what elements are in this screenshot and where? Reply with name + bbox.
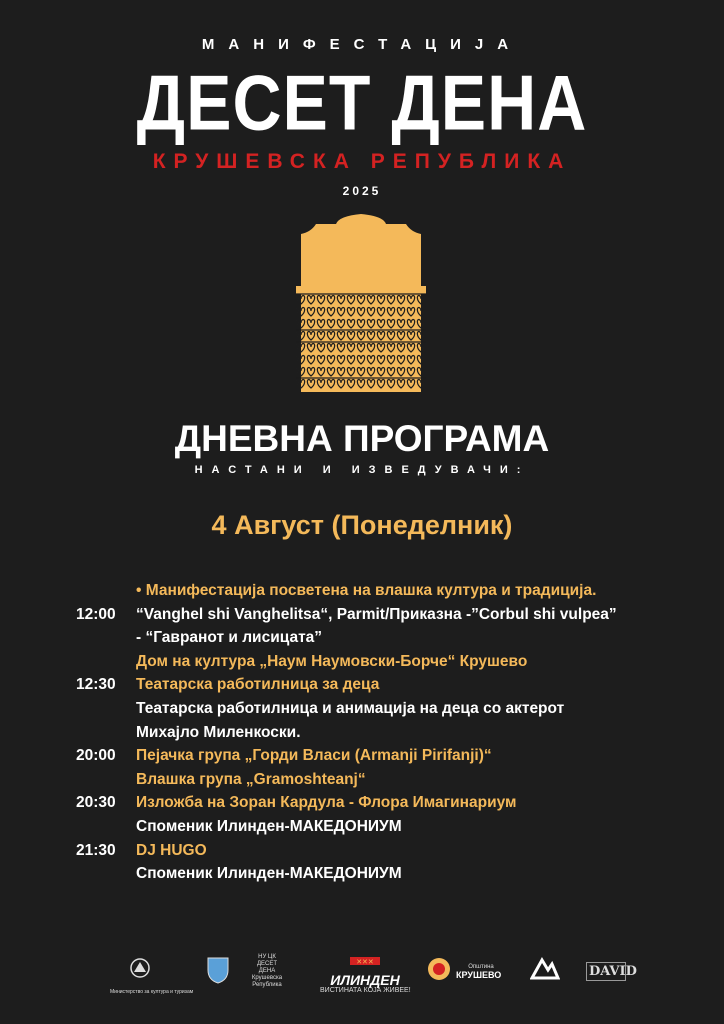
schedule-row: [76, 676, 696, 700]
wrought-iron-gate-icon: [291, 214, 431, 392]
schedule-time: 12:30: [76, 676, 116, 694]
schedule-text: Театарска работилница и анимација на деца со актерот: [136, 699, 565, 717]
schedule-time: 12:00: [76, 605, 116, 623]
svg-text:✕✕✕: ✕✕✕: [356, 958, 374, 966]
program-title: ДНЕВНА ПРОГРАМА: [174, 418, 550, 459]
program-date: 4 Август (Понеделник): [211, 510, 513, 540]
schedule-text: - “Гавранот и лисицата”: [136, 629, 323, 647]
schedule-row: [76, 606, 696, 630]
municipality-crest-icon: [426, 954, 452, 989]
schedule-time: 20:30: [76, 794, 116, 812]
schedule-text: Споменик Илинден-МАКЕДОНИУМ: [136, 865, 402, 883]
main-title: ДЕСЕТ ДЕНА: [136, 59, 588, 147]
schedule-row: [76, 582, 696, 606]
ilinden-logo-icon: ✕✕✕ ИЛИНДЕН ВИСТИНАТА КОЈА ЖИВЕЕ!: [320, 958, 411, 994]
schedule-row: [76, 865, 696, 889]
ministry-emblem-icon: Министерство за култура и туризам: [110, 954, 170, 995]
krushevo-crest-icon: [206, 954, 230, 989]
schedule-text: Пејачка група „Горди Власи (Armanji Pirifanji)“: [136, 747, 492, 765]
schedule-text: Изложба на Зоран Кардула - Флора Имагинариум: [136, 794, 517, 812]
schedule-row: [76, 629, 696, 653]
schedule-text: “Vanghel shi Vanghelitsa“, Parmit/Приказна -”Corbul shi vulpea”: [136, 605, 617, 623]
schedule-text: Михајло Миленкоски.: [136, 723, 301, 741]
schedule-row: [76, 747, 696, 771]
schedule-list: [76, 582, 696, 889]
schedule-text: DJ HUGO: [136, 841, 207, 859]
subtitle: КРУШЕВСКА РЕПУБЛИКА: [152, 150, 572, 173]
mountain-logo-icon: [530, 954, 560, 987]
ilinden-slogan-icon: ВИСТИНАТА КОЈА ЖИВЕЕ!: [320, 987, 411, 994]
municipality-name-icon: Општина КРУШЕВО: [456, 964, 502, 980]
schedule-time: 20:00: [76, 747, 116, 765]
deset-dena-logo-icon: НУ ЦК ДЕСЕТ ДЕНА Крушевска Република: [251, 954, 283, 988]
pre-title: МАНИФЕСТАЦИЈА: [201, 36, 523, 53]
schedule-row: [76, 842, 696, 866]
schedule-text: Дом на култура „Наум Наумовски-Борче“ Крушево: [136, 652, 528, 670]
schedule-time: 21:30: [76, 841, 116, 859]
year: 2025: [342, 184, 382, 198]
david-logo-icon: DAVID: [586, 962, 626, 981]
program-subtitle: НАСТАНИ И ИЗВЕДУВАЧИ:: [194, 464, 530, 476]
schedule-row: [76, 653, 696, 677]
sponsor-logos: [110, 954, 637, 1004]
schedule-text: Влашка група „Gramoshteanj“: [136, 770, 366, 788]
schedule-row: [76, 724, 696, 748]
schedule-text: Споменик Илинден-МАКЕДОНИУМ: [136, 817, 402, 835]
schedule-text: • Манифестација посветена на влашка култура и традиција.: [136, 582, 597, 599]
schedule-row: [76, 818, 696, 842]
schedule-row: [76, 794, 696, 818]
schedule-row: [76, 771, 696, 795]
schedule-row: [76, 700, 696, 724]
schedule-text: Театарска работилница за деца: [136, 676, 380, 694]
